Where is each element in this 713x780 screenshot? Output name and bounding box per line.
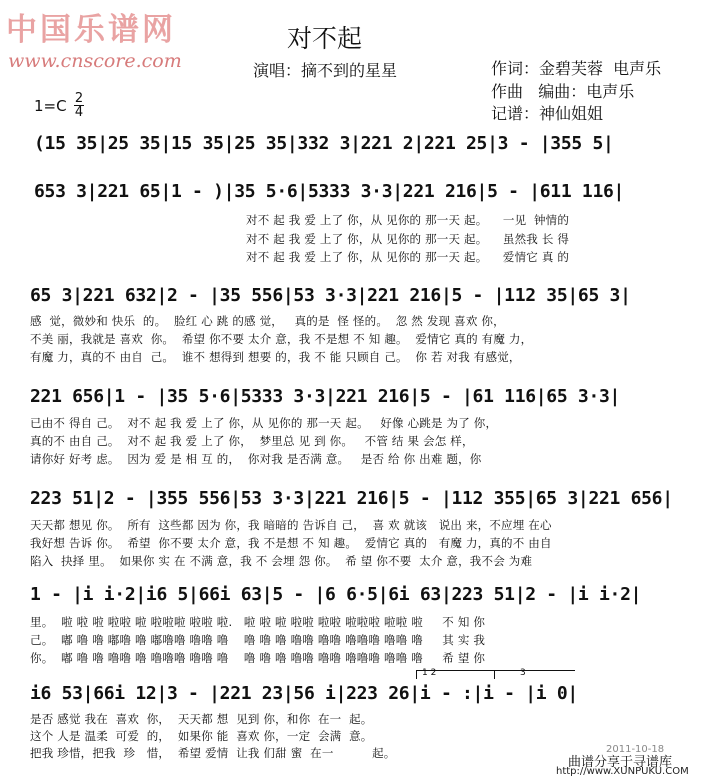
lyric-line-7-1: 是否 感觉 我在 喜欢 你， 天天都 想 见到 你，和你 在一 起。 (30, 712, 373, 726)
notation-line-6: 1 - |i i·2|i6 5|66i 63|5 - |6 6·5|6i 63|223 51|2 - |i i·2| (30, 584, 642, 605)
lyric-line-2-1: 对不 起 我 爱 上了 你，从 见你的 那一天 起。 一见 钟情的 (246, 213, 570, 227)
volta-first-label: 1 2 (422, 668, 437, 678)
notation-line-2: 653 3|221 65|1 - )|35 5·6|5333 3·3|221 216|5 - |611 116| (34, 181, 625, 202)
lyric-line-2-2: 对不 起 我 爱 上了 你，从 见你的 那一天 起。 虽然我 长 得 (246, 232, 570, 246)
lyric-line-6-2: 己。 嘟 噜 噜 嘟噜 噜 嘟噜噜 噜噜 噜 噜 噜 噜 噜噜 噜噜 噜噜噜 噜噜 噜 其 实 我 (30, 633, 486, 647)
source-url: http://www.XUNPUKU.COM (556, 766, 689, 777)
composer-credit: 作曲 编曲：电声乐 (491, 82, 635, 101)
notation-line-1: (15 35|25 35|15 35|25 35|332 3|221 2|221 25|3 - |355 5| (34, 133, 614, 154)
lyric-line-6-3: 你。 嘟 噜 噜 噜噜 噜 噜噜噜 噜噜 噜 噜 噜 噜 噜噜 噜噜 噜噜噜 噜噜 噜 希 望 你 (30, 651, 486, 665)
transcriber-credit: 记谱：神仙姐姐 (491, 104, 604, 123)
lyric-line-4-3: 请你好 好考 虑。 因为 爱 是 相 互 的， 你对我 是否满 意。 是否 给 你 出难 题，你 (30, 452, 482, 466)
lyric-line-7-2: 这个 人是 温柔 可爱 的， 如果你 能 喜欢 你，一定 会满 意。 (30, 729, 373, 743)
lyric-line-5-1: 天天都 想见 你。 所有 这些都 因为 你，我 暗暗的 告诉自 己， 喜 欢 就该 说出 来，不应埋 在心 (30, 518, 552, 532)
lyric-line-4-2: 真的不 由自 己。 对不 起 我 爱 上了 你， 梦里总 见 到 你。 不管 结 果 会怎 样， (30, 434, 474, 448)
lyric-line-3-1: 感 觉，微妙和 快乐 的。 脸红 心 跳 的感 觉， 真的是 怪 怪的。 忽 然 发现 喜欢 你， (30, 314, 505, 328)
lyric-line-5-2: 我好想 告诉 你。 希望 你不要 太介 意，我 不是想 不 知 趣。 爱情它 真的 有魔 力，真的不 由自 (30, 536, 552, 550)
time-signature (74, 92, 84, 119)
share-credit: 曲谱分享于寻谱库 (568, 755, 673, 770)
lyric-line-4-1: 已由不 得自 己。 对不 起 我 爱 上了 你，从 见你的 那一天 起。 好像 心跳是 为了 你， (30, 416, 498, 430)
volta-second-label: 3 (520, 668, 526, 678)
lyricist-credit: 作词：金碧芙蓉 电声乐 (491, 59, 662, 78)
lyric-line-7-3: 把我 珍惜，把我 珍 惜， 希望 爱情 让我 们甜 蜜 在一 起。 (30, 746, 396, 760)
watermark-logo: 中国乐谱网 (6, 12, 176, 48)
key-signature: 1=C (34, 97, 67, 115)
notation-line-5: 223 51|2 - |355 556|53 3·3|221 216|5 - |112 355|65 3|221 656| (30, 488, 673, 509)
upload-date: 2011-10-18 (606, 744, 665, 755)
watermark-url: www.cnscore.com (8, 50, 182, 72)
singer-credit: 演唱：摘不到的星星 (253, 61, 398, 80)
time-signature-bottom: 4 (74, 105, 84, 120)
notation-line-3: 65 3|221 632|2 - |35 556|53 3·3|221 216|5 - |112 35|65 3| (30, 285, 631, 306)
lyric-line-6-1: 里。 啦 啦 啦 啦啦 啦 啦啦啦 啦啦 啦. 啦 啦 啦 啦啦 啦啦 啦啦啦 啦啦 啦 不 知 你 (30, 615, 486, 629)
notation-line-7: i6 53|66i 12|3 - |221 23|56 i|223 26|i - :|i - |i 0| (30, 683, 578, 704)
time-signature-top: 2 (74, 91, 84, 106)
lyric-line-3-3: 有魔 力，真的不 由自 己。 谁不 想得到 想要 的，我 不 能 只顾自 己。 你 若 对我 有感觉， (30, 350, 521, 364)
lyric-line-5-3: 陷入 抉择 里。 如果你 实 在 不满 意，我 不 会埋 怨 你。 希 望 你不要 太介 意，我不会 为难 (30, 554, 533, 568)
lyric-line-3-2: 不美 丽，我就是 喜欢 你。 希望 你不要 太介 意，我 不是想 不 知 趣。 爱情它 真的 有魔 力， (30, 332, 533, 346)
notation-line-4: 221 656|1 - |35 5·6|5333 3·3|221 216|5 - |61 116|65 3·3| (30, 386, 621, 407)
lyric-line-2-3: 对不 起 我 爱 上了 你，从 见你的 那一天 起。 爱情它 真 的 (246, 250, 570, 264)
volta-second-ending (494, 670, 575, 679)
song-title: 对不起 (287, 24, 363, 53)
